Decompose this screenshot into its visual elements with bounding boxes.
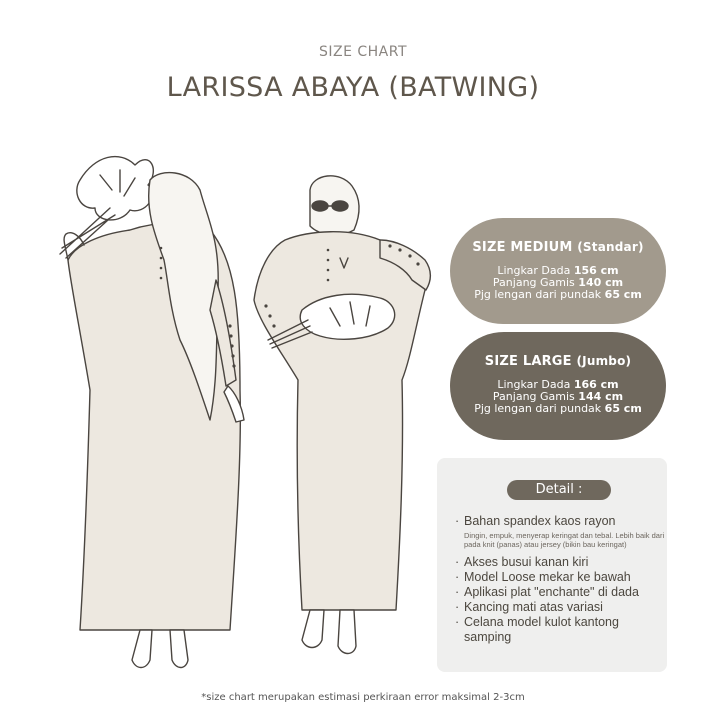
detail-heading: Detail : — [507, 480, 611, 500]
size-medium-title — [450, 240, 666, 255]
row-label: Pjg lengan dari pundak — [474, 288, 602, 301]
detail-list — [455, 514, 665, 645]
size-large-title — [450, 354, 666, 369]
row-value: 65 cm — [604, 288, 642, 301]
detail-item: · Akses busui kanan kiri — [455, 555, 665, 570]
size-medium-row-sleeve — [450, 289, 666, 301]
row-label: Panjang Gamis — [492, 390, 575, 403]
detail-item: · Celana model kulot kantong samping — [455, 615, 665, 645]
detail-note: Dingin, empuk, menyerap keringat dan tebal. Lebih baik dari pada knit (panas) atau jersey (bikin bau keringat) — [464, 531, 665, 549]
row-value: 144 cm — [578, 390, 624, 403]
row-value: 166 cm — [573, 378, 619, 391]
model-illustration — [40, 130, 460, 690]
right-model-dress — [254, 232, 425, 610]
top-label: SIZE CHART — [318, 44, 408, 60]
footnote: *size chart merupakan estimasi perkiraan error maksimal 2-3cm — [201, 692, 525, 703]
detail-item: · Model Loose mekar ke bawah — [455, 570, 665, 585]
size-medium-subtitle: (Standar) — [577, 240, 644, 254]
size-large-subtitle: (Jumbo) — [576, 354, 632, 368]
row-label: Pjg lengan dari pundak — [474, 402, 602, 415]
row-label: Panjang Gamis — [492, 276, 575, 289]
detail-item: · Kancing mati atas variasi — [455, 600, 665, 615]
size-large-row-sleeve — [450, 403, 666, 415]
detail-item: · Bahan spandex kaos rayon — [455, 514, 665, 529]
size-large-name: SIZE LARGE — [484, 354, 572, 369]
detail-item: · Aplikasi plat "enchante" di dada — [455, 585, 665, 600]
row-label: Lingkar Dada — [497, 378, 571, 391]
row-value: 156 cm — [573, 264, 619, 277]
row-value: 65 cm — [604, 402, 642, 415]
row-value: 140 cm — [578, 276, 624, 289]
row-label: Lingkar Dada — [497, 264, 571, 277]
size-large-card — [450, 332, 666, 440]
size-medium-name: SIZE MEDIUM — [472, 240, 573, 255]
page-title: LARISSA ABAYA (BATWING) — [166, 72, 540, 103]
detail-panel — [437, 458, 667, 672]
size-medium-card — [450, 218, 666, 324]
